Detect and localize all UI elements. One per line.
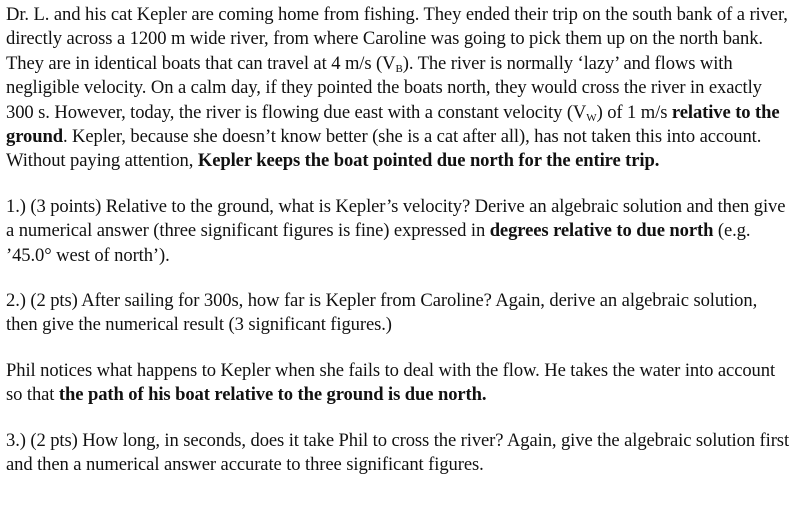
water-velocity-subscript: W	[586, 111, 597, 124]
intro-text-3: ) of 1 m/s	[596, 101, 672, 123]
phil-paragraph	[6, 359, 792, 408]
intro-bold-relative-ground: relative to the ground	[6, 101, 780, 148]
question-2-text: 2.) (2 pts) After sailing for 300s, how far is Kepler from Caroline? Again, derive an algebraic solution, then give the numerical result (3 significant figures.)	[6, 290, 758, 336]
question-2	[6, 289, 792, 338]
question-1-text-1: 1.) (3 points) Relative to the ground, what is Kepler’s velocity? Derive an algebraic solution and then give a numerical answer (three significant figures is fine) expressed in	[6, 195, 786, 242]
question-1	[6, 195, 792, 268]
intro-text-1: Dr. L. and his cat Kepler are coming home from fishing. They ended their trip on the south bank of a river, directly across a 1200 m wide river, from where Caroline was going to pick them up on the north bank. They are in identical boats that can travel at 4 m/s (V	[6, 4, 788, 74]
intro-text-2: ). The river is normally ‘lazy’ and flows with negligible velocity. On a calm day, if they pointed the boats north, they would cross the river in exactly 300 s. However, today, the river is flowing due east with a constant velocity (V	[6, 52, 762, 123]
intro-paragraph	[6, 3, 792, 174]
intro-text-4: . Kepler, because she doesn’t know better (she is a cat after all), has not taken this into account. Without paying attention,	[6, 126, 762, 172]
question-1-bold: degrees relative to due north	[489, 220, 714, 242]
question-1-text-2: (e.g. ’45.0° west of north’).	[6, 220, 751, 266]
phil-text-1: Phil notices what happens to Kepler when she fails to deal with the flow. He takes the water into account so that	[6, 359, 776, 406]
question-3-text: 3.) (2 pts) How long, in seconds, does it take Phil to cross the river? Again, give the algebraic solution first and then a numerical answer accurate to three significant figures.	[6, 429, 790, 476]
question-3	[6, 429, 792, 478]
document-body	[6, 3, 792, 478]
intro-bold-kepler-north: Kepler keeps the boat pointed due north for the entire trip.	[197, 150, 660, 172]
boat-velocity-subscript: B	[395, 62, 403, 75]
phil-bold-path: the path of his boat relative to the ground is due north.	[58, 384, 487, 406]
